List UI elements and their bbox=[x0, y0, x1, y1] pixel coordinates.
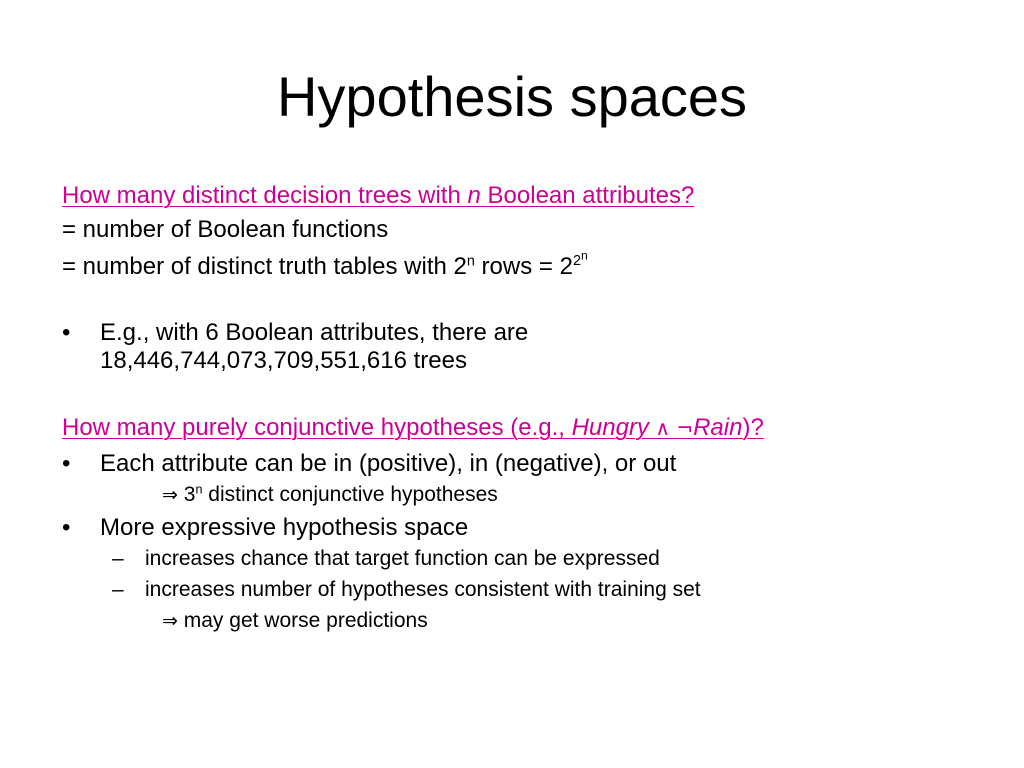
q1-text-post: Boolean attributes? bbox=[480, 182, 695, 209]
imp2-text: may get worse predictions bbox=[177, 609, 428, 632]
eq2-exponent-n-nested: n bbox=[580, 248, 588, 263]
implies-icon: ⇒ bbox=[162, 610, 178, 632]
bullet-expressive-space: More expressive hypothesis space bbox=[100, 514, 469, 541]
dash-marker: – bbox=[112, 578, 124, 601]
question-conjunctive bbox=[62, 414, 764, 442]
slide-title: Hypothesis spaces bbox=[276, 65, 747, 128]
example-line-2: 18,446,744,073,709,551,616 trees bbox=[100, 347, 467, 374]
example-line-1: E.g., with 6 Boolean attributes, there are bbox=[100, 319, 529, 346]
subpoint-consistent-hypotheses: increases number of hypotheses consistent with training set bbox=[145, 578, 701, 601]
implication-worse-predictions bbox=[162, 608, 428, 634]
q2-text-post: )? bbox=[742, 414, 764, 441]
subpoint-chance-expressed: increases chance that target function can be expressed bbox=[145, 547, 660, 570]
q2-rain: Rain bbox=[693, 414, 743, 441]
imp1-text-pre: 3 bbox=[177, 483, 196, 506]
equation-boolean-functions: = number of Boolean functions bbox=[62, 216, 389, 243]
and-symbol: ∧ bbox=[648, 416, 677, 440]
not-symbol: ¬ bbox=[676, 416, 694, 440]
implication-conjunctive-count bbox=[162, 482, 498, 508]
eq2-exponent-n: n bbox=[466, 253, 475, 270]
dash-marker: – bbox=[112, 547, 124, 570]
question-decision-trees bbox=[62, 182, 694, 210]
q1-text-pre: How many distinct decision trees with bbox=[62, 182, 468, 209]
q2-text-pre: How many purely conjunctive hypotheses (e.g., bbox=[62, 414, 572, 441]
eq2-exponent bbox=[572, 248, 588, 270]
eq2-exponent-2: 2 bbox=[572, 253, 581, 270]
eq2-text-mid: rows = 2 bbox=[474, 253, 573, 280]
bullet-marker: • bbox=[62, 514, 71, 541]
equation-truth-tables bbox=[62, 248, 588, 281]
eq2-text-pre: = number of distinct truth tables with 2 bbox=[62, 253, 467, 280]
bullet-marker: • bbox=[62, 319, 71, 346]
q2-hungry: Hungry bbox=[571, 414, 649, 441]
bullet-attribute-states: Each attribute can be in (positive), in (negative), or out bbox=[100, 450, 677, 477]
q1-variable-n: n bbox=[467, 182, 481, 209]
imp1-exponent-n: n bbox=[195, 482, 203, 497]
imp1-text-post: distinct conjunctive hypotheses bbox=[202, 483, 498, 506]
bullet-marker: • bbox=[62, 450, 71, 477]
implies-icon: ⇒ bbox=[162, 484, 178, 506]
